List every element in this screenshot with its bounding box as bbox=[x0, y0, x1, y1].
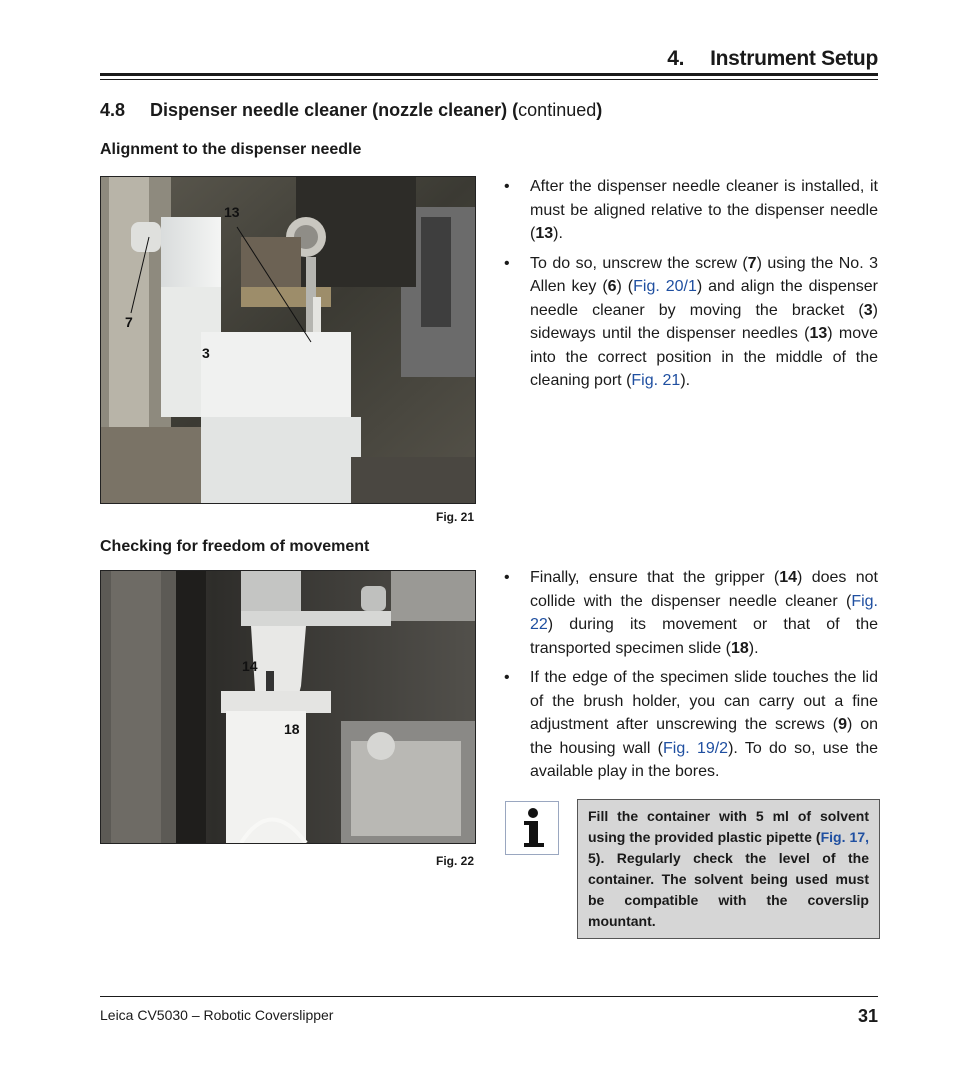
bullet-text: ). To do so, use the available play in the bores. bbox=[530, 739, 879, 780]
callout-18: 18 bbox=[284, 721, 300, 737]
alignment-bullets bbox=[504, 175, 878, 399]
note-text: Fill the container with 5 ml of solvent using the provided plastic pipette ( bbox=[588, 808, 869, 845]
bullet-text: To do so, unscrew the screw ( bbox=[530, 254, 748, 272]
figure-link[interactable]: Fig. 22 bbox=[530, 592, 878, 633]
chapter-title: Instrument Setup bbox=[710, 47, 878, 70]
chapter-number: 4. bbox=[667, 47, 685, 70]
chapter-heading bbox=[600, 47, 878, 71]
bullet-text: ) does not collide with the dispenser needle cleaner ( bbox=[530, 569, 878, 610]
figure-22-image bbox=[101, 571, 475, 843]
bullet-dot: • bbox=[504, 669, 510, 686]
callout-3: 3 bbox=[202, 345, 210, 361]
bullet-dot: • bbox=[504, 178, 510, 195]
bullet-text: ). bbox=[553, 225, 563, 242]
freedom-bullets bbox=[504, 566, 878, 790]
figure-21-caption: Fig. 21 bbox=[435, 510, 474, 524]
bullet-dot: • bbox=[504, 569, 510, 586]
bold-ref: 13 bbox=[809, 325, 828, 342]
bullet-text: ). bbox=[680, 372, 691, 389]
header-rule bbox=[100, 73, 878, 76]
bullet-dot: • bbox=[504, 254, 510, 272]
callout-7: 7 bbox=[125, 314, 133, 330]
section-heading bbox=[100, 100, 602, 121]
bullet-text: ) on the housing wall ( bbox=[530, 716, 878, 757]
note-box bbox=[577, 799, 880, 939]
footer-product: Leica CV5030 – Robotic Coverslipper bbox=[100, 1007, 334, 1023]
figure-22-photo bbox=[100, 570, 476, 844]
bullet-text: If the edge of the specimen slide touches the lid of the brush holder, you can carry out a fine adjustment after unscrewing the screws ( bbox=[530, 669, 878, 733]
note-text: 5). Regularly check the level of the container. The solvent being used must be compatible with the coverslip mountant. bbox=[588, 850, 869, 929]
figure-21-photo bbox=[100, 176, 476, 504]
bullet-text: ) during its movement or that of the transported specimen slide ( bbox=[530, 616, 878, 657]
header-rule-thin bbox=[100, 79, 878, 80]
bold-ref: 6 bbox=[607, 278, 617, 295]
bullet-text: After the dispenser needle cleaner is installed, it must be aligned relative to the dispenser needle ( bbox=[530, 178, 878, 242]
bullet-text: ) using the No. 3 Allen key ( bbox=[530, 254, 878, 295]
figure-link[interactable]: Fig. 17, bbox=[820, 829, 870, 845]
bullet-text: Finally, ensure that the gripper ( bbox=[530, 569, 780, 586]
bold-ref: 14 bbox=[779, 569, 798, 586]
bullet-text: ) sideways until the dispenser needles ( bbox=[530, 301, 878, 342]
continued-open: ( bbox=[512, 100, 519, 120]
freedom-heading: Checking for freedom of movement bbox=[100, 538, 370, 555]
bullet-text: ) and align the dispenser needle cleaner by moving the bracket ( bbox=[530, 278, 878, 319]
bullet-text: ) move into the correct position in the middle of the cleaning port ( bbox=[530, 325, 878, 389]
info-icon bbox=[505, 801, 559, 855]
bold-ref: 13 bbox=[535, 225, 554, 242]
continued-text: continued bbox=[518, 100, 597, 120]
continued-close: ) bbox=[596, 100, 603, 120]
bullet-text: ) ( bbox=[616, 278, 634, 295]
alignment-heading: Alignment to the dispenser needle bbox=[100, 141, 362, 158]
bullet-item bbox=[504, 175, 878, 246]
page-number: 31 bbox=[857, 1006, 878, 1026]
info-glyph bbox=[506, 802, 558, 854]
section-number: 4.8 bbox=[100, 100, 126, 120]
callout-14: 14 bbox=[242, 658, 258, 674]
callout-13: 13 bbox=[224, 204, 240, 220]
bullet-text: ). bbox=[748, 639, 759, 657]
figure-22-caption: Fig. 22 bbox=[435, 854, 474, 868]
bold-ref: 3 bbox=[863, 301, 873, 319]
bold-ref: 18 bbox=[730, 639, 749, 657]
bullet-item bbox=[504, 252, 878, 393]
figure-link[interactable]: Fig. 19/2 bbox=[663, 739, 729, 757]
bullet-item bbox=[504, 566, 878, 660]
bold-ref: 7 bbox=[747, 254, 757, 272]
figure-link[interactable]: Fig. 20/1 bbox=[633, 278, 697, 295]
bullet-item bbox=[504, 666, 878, 784]
figure-link[interactable]: Fig. 21 bbox=[631, 372, 681, 389]
footer-rule bbox=[100, 996, 878, 997]
bold-ref: 9 bbox=[838, 716, 847, 733]
callout-leader-lines bbox=[101, 177, 475, 503]
section-title: Dispenser needle cleaner (nozzle cleaner) bbox=[150, 100, 508, 120]
